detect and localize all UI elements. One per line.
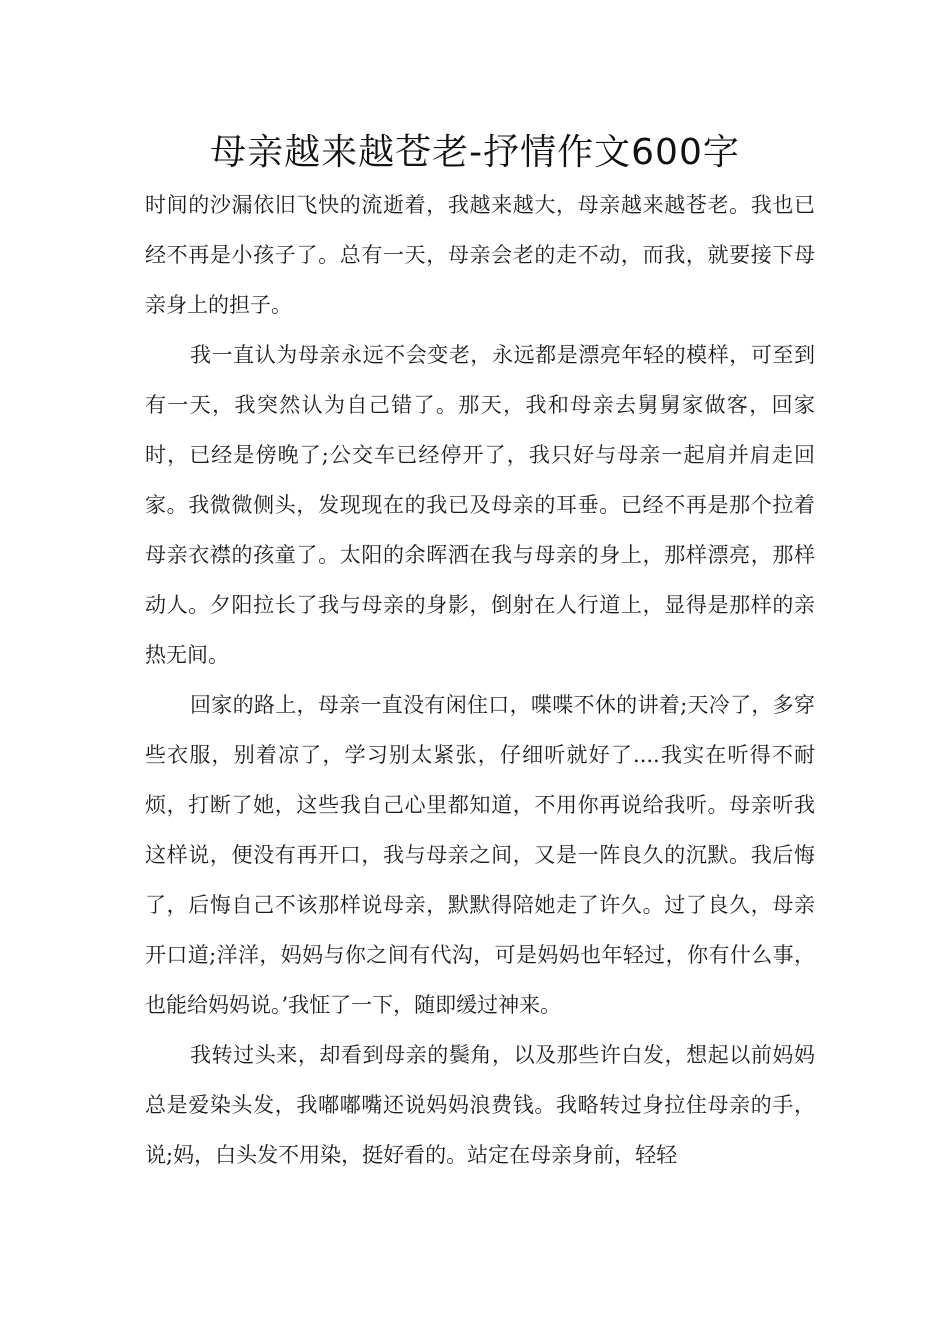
paragraph-2: 我一直认为母亲永远不会变老，永远都是漂亮年轻的模样，可至到有一天，我突然认为自己错了。那天，我和母亲去舅舅家做客，回家时，已经是傍晚了;公交车已经停开了，我只好与母亲一起肩并肩走回家。我微微侧头，发现现在的我已及母亲的耳垂。已经不再是那个拉着母亲衣襟的孩童了。太阳的余晖洒在我与母亲的身上，那样漂亮，那样动人。夕阳拉长了我与母亲的身影，倒射在人行道上，显得是那样的亲热无间。: [145, 343, 815, 667]
paragraph-4: 我转过头来，却看到母亲的鬓角，以及那些许白发，想起以前妈妈总是爱染头发，我嘟嘟嘴还说妈妈浪费钱。我略转过身拉住母亲的手，说;妈，白头发不用染，挺好看的。站定在母亲身前，轻轻: [145, 1043, 815, 1167]
paragraph-1: 时间的沙漏依旧飞快的流逝着，我越来越大，母亲越来越苍老。我也已经不再是小孩子了。总有一天，母亲会老的走不动，而我，就要接下母亲身上的担子。: [145, 193, 815, 317]
document-body: [145, 180, 815, 1180]
document-title: 母亲越来越苍老-抒情作文600字: [210, 132, 740, 173]
paragraph-3: 回家的路上，母亲一直没有闲住口，喋喋不休的讲着;天冷了，多穿些衣服，别着凉了，学习别太紧张，仔细听就好了....我实在听得不耐烦，打断了她，这些我自己心里都知道，不用你再说给我听。母亲听我这样说，便没有再开口，我与母亲之间，又是一阵良久的沉默。我后悔了，后悔自己不该那样说母亲，默默得陪她走了许久。过了良久，母亲开口道;洋洋，妈妈与你之间有代沟，可是妈妈也年轻过，你有什么事，也能给妈妈说。’我怔了一下，随即缓过神来。: [145, 693, 815, 1017]
